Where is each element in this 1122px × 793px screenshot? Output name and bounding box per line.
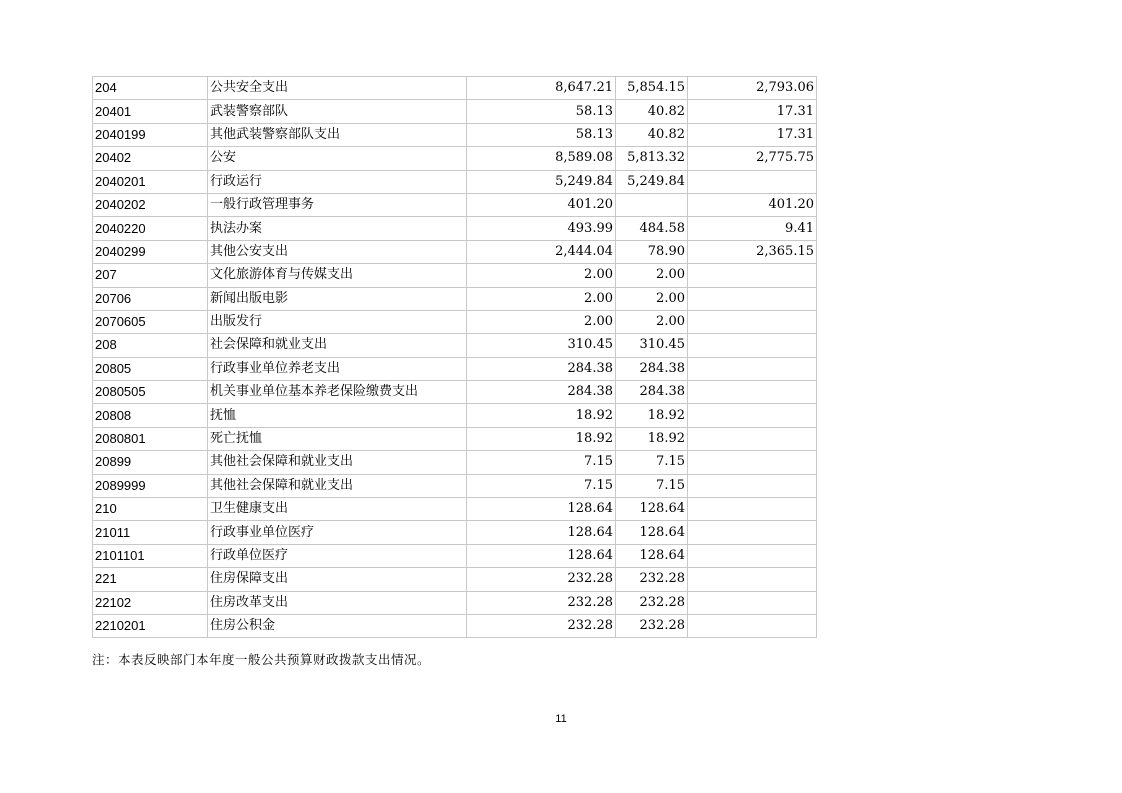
project-cell: [688, 264, 817, 287]
table-row: [93, 474, 817, 497]
name-cell: 社会保障和就业支出: [208, 334, 467, 357]
project-cell: [688, 451, 817, 474]
name-cell: 行政运行: [208, 170, 467, 193]
name-cell: 住房保障支出: [208, 568, 467, 591]
total-cell: 18.92: [467, 404, 616, 427]
basic-cell: 128.64: [616, 544, 688, 567]
basic-cell: 7.15: [616, 451, 688, 474]
basic-cell: 232.28: [616, 568, 688, 591]
basic-cell: 284.38: [616, 357, 688, 380]
basic-cell: 5,249.84: [616, 170, 688, 193]
basic-cell: 40.82: [616, 123, 688, 146]
total-cell: 7.15: [467, 451, 616, 474]
code-cell: 21011: [93, 521, 208, 544]
name-cell: 新闻出版电影: [208, 287, 467, 310]
table-row: [93, 498, 817, 521]
code-cell: 2040299: [93, 240, 208, 263]
table-row: [93, 544, 817, 567]
total-cell: 2.00: [467, 264, 616, 287]
basic-cell: 40.82: [616, 100, 688, 123]
code-cell: 2040199: [93, 123, 208, 146]
basic-cell: [616, 193, 688, 216]
basic-cell: 310.45: [616, 334, 688, 357]
total-cell: 2,444.04: [467, 240, 616, 263]
basic-cell: 2.00: [616, 310, 688, 333]
table-row: [93, 381, 817, 404]
total-cell: 232.28: [467, 568, 616, 591]
total-cell: 2.00: [467, 287, 616, 310]
name-cell: 公安: [208, 147, 467, 170]
total-cell: 128.64: [467, 498, 616, 521]
code-cell: 2101101: [93, 544, 208, 567]
total-cell: 128.64: [467, 521, 616, 544]
code-cell: 221: [93, 568, 208, 591]
code-cell: 207: [93, 264, 208, 287]
name-cell: 其他社会保障和就业支出: [208, 474, 467, 497]
basic-cell: 232.28: [616, 614, 688, 637]
code-cell: 20899: [93, 451, 208, 474]
project-cell: 17.31: [688, 100, 817, 123]
project-cell: [688, 498, 817, 521]
total-cell: 18.92: [467, 427, 616, 450]
total-cell: 128.64: [467, 544, 616, 567]
project-cell: [688, 614, 817, 637]
code-cell: 2070605: [93, 310, 208, 333]
code-cell: 210: [93, 498, 208, 521]
name-cell: 机关事业单位基本养老保险缴费支出: [208, 381, 467, 404]
basic-cell: 18.92: [616, 404, 688, 427]
basic-cell: 5,854.15: [616, 77, 688, 100]
table-row: [93, 591, 817, 614]
name-cell: 执法办案: [208, 217, 467, 240]
table-row: [93, 193, 817, 216]
page-number: 11: [555, 713, 567, 725]
project-cell: [688, 287, 817, 310]
code-cell: 2089999: [93, 474, 208, 497]
name-cell: 其他公安支出: [208, 240, 467, 263]
project-cell: [688, 544, 817, 567]
project-cell: [688, 427, 817, 450]
project-cell: 17.31: [688, 123, 817, 146]
total-cell: 284.38: [467, 357, 616, 380]
code-cell: 20805: [93, 357, 208, 380]
basic-cell: 18.92: [616, 427, 688, 450]
project-cell: 9.41: [688, 217, 817, 240]
project-cell: [688, 591, 817, 614]
total-cell: 232.28: [467, 614, 616, 637]
basic-cell: 128.64: [616, 521, 688, 544]
total-cell: 8,589.08: [467, 147, 616, 170]
name-cell: 行政事业单位养老支出: [208, 357, 467, 380]
project-cell: [688, 568, 817, 591]
code-cell: 20401: [93, 100, 208, 123]
name-cell: 一般行政管理事务: [208, 193, 467, 216]
project-cell: [688, 170, 817, 193]
project-cell: [688, 334, 817, 357]
total-cell: 5,249.84: [467, 170, 616, 193]
table-row: [93, 357, 817, 380]
basic-cell: 2.00: [616, 287, 688, 310]
basic-cell: 232.28: [616, 591, 688, 614]
code-cell: 20808: [93, 404, 208, 427]
code-cell: 20402: [93, 147, 208, 170]
code-cell: 2080505: [93, 381, 208, 404]
code-cell: 204: [93, 77, 208, 100]
name-cell: 其他武装警察部队支出: [208, 123, 467, 146]
code-cell: 20706: [93, 287, 208, 310]
name-cell: 抚恤: [208, 404, 467, 427]
code-cell: 22102: [93, 591, 208, 614]
name-cell: 死亡抚恤: [208, 427, 467, 450]
table-row: [93, 568, 817, 591]
project-cell: 2,775.75: [688, 147, 817, 170]
project-cell: 2,793.06: [688, 77, 817, 100]
table-row: [93, 404, 817, 427]
table-row: [93, 310, 817, 333]
total-cell: 310.45: [467, 334, 616, 357]
table-row: [93, 521, 817, 544]
table-note: 注：本表反映部门本年度一般公共预算财政拨款支出情况。: [92, 652, 431, 667]
table-row: [93, 77, 817, 100]
code-cell: 2040220: [93, 217, 208, 240]
basic-cell: 484.58: [616, 217, 688, 240]
total-cell: 232.28: [467, 591, 616, 614]
basic-cell: 128.64: [616, 498, 688, 521]
total-cell: 58.13: [467, 100, 616, 123]
project-cell: [688, 521, 817, 544]
table-row: [93, 147, 817, 170]
basic-cell: 5,813.32: [616, 147, 688, 170]
table-row: [93, 100, 817, 123]
code-cell: 2040201: [93, 170, 208, 193]
total-cell: 8,647.21: [467, 77, 616, 100]
expenditure-table: [92, 76, 817, 638]
project-cell: [688, 474, 817, 497]
table-row: [93, 240, 817, 263]
total-cell: 284.38: [467, 381, 616, 404]
name-cell: 住房公积金: [208, 614, 467, 637]
table-row: [93, 170, 817, 193]
total-cell: 58.13: [467, 123, 616, 146]
total-cell: 401.20: [467, 193, 616, 216]
project-cell: 401.20: [688, 193, 817, 216]
code-cell: 208: [93, 334, 208, 357]
total-cell: 7.15: [467, 474, 616, 497]
total-cell: 2.00: [467, 310, 616, 333]
name-cell: 行政事业单位医疗: [208, 521, 467, 544]
table-row: [93, 217, 817, 240]
name-cell: 武装警察部队: [208, 100, 467, 123]
table-row: [93, 123, 817, 146]
project-cell: [688, 404, 817, 427]
project-cell: [688, 357, 817, 380]
code-cell: 2040202: [93, 193, 208, 216]
basic-cell: 7.15: [616, 474, 688, 497]
basic-cell: 284.38: [616, 381, 688, 404]
name-cell: 文化旅游体育与传媒支出: [208, 264, 467, 287]
project-cell: [688, 310, 817, 333]
name-cell: 卫生健康支出: [208, 498, 467, 521]
project-cell: [688, 381, 817, 404]
table-row: [93, 287, 817, 310]
table-row: [93, 451, 817, 474]
project-cell: 2,365.15: [688, 240, 817, 263]
name-cell: 行政单位医疗: [208, 544, 467, 567]
table-row: [93, 334, 817, 357]
basic-cell: 78.90: [616, 240, 688, 263]
name-cell: 公共安全支出: [208, 77, 467, 100]
basic-cell: 2.00: [616, 264, 688, 287]
total-cell: 493.99: [467, 217, 616, 240]
table-row: [93, 614, 817, 637]
code-cell: 2080801: [93, 427, 208, 450]
code-cell: 2210201: [93, 614, 208, 637]
name-cell: 住房改革支出: [208, 591, 467, 614]
name-cell: 出版发行: [208, 310, 467, 333]
name-cell: 其他社会保障和就业支出: [208, 451, 467, 474]
table-row: [93, 264, 817, 287]
table-row: [93, 427, 817, 450]
table-body: [93, 77, 817, 638]
